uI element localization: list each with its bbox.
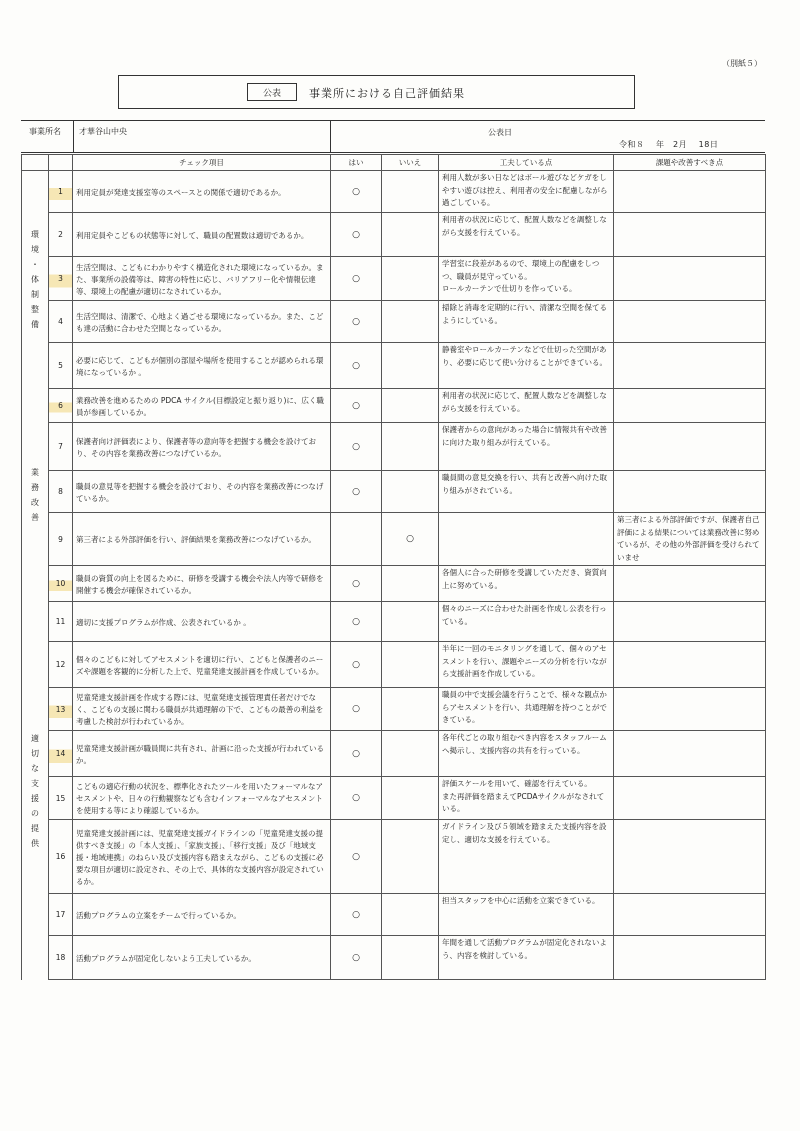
kufu-note: ガイドライン及び５領域を踏まえた支援内容を設定し、適切な支援を行えている。 [439, 820, 614, 894]
kufu-note: 職員間の意見交換を行い、共有と改善へ向けた取り組みがされている。 [439, 471, 614, 513]
kadai-note [614, 936, 766, 980]
no-mark [382, 257, 439, 301]
table-header-row [22, 155, 766, 171]
yes-mark: ○ [331, 936, 382, 980]
item-number: 15 [49, 777, 73, 820]
table-row [22, 301, 766, 343]
table-row [22, 894, 766, 936]
yes-mark: ○ [331, 642, 382, 688]
category-char: 援 [31, 793, 39, 803]
col-kufu: 工夫している点 [439, 155, 614, 171]
kohyo-badge: 公表 [247, 83, 297, 101]
table-row [22, 820, 766, 894]
category-label [22, 389, 49, 602]
kadai-note [614, 257, 766, 301]
table-row [22, 642, 766, 688]
kadai-note [614, 642, 766, 688]
item-number: 10 [49, 566, 73, 602]
facility-name-label: 事業所名 [29, 127, 61, 136]
kufu-note: 掃除と消毒を定期的に行い、清潔な空間を保てるようにしている。 [439, 301, 614, 343]
yes-mark: ○ [331, 343, 382, 389]
check-item: 児童発達支援計画を作成する際には、児童発達支援管理責任者だけでなく、こどもの支援に関わる職員が共通理解の下で、こどもの最善の利益を考慮した検討が行われているか。 [73, 688, 331, 731]
table-row [22, 343, 766, 389]
category-char: の [31, 808, 39, 818]
category-char: な [31, 763, 39, 773]
no-mark [382, 566, 439, 602]
no-mark [382, 731, 439, 777]
category-char: 支 [31, 778, 39, 788]
table-row [22, 213, 766, 257]
item-number: 8 [49, 471, 73, 513]
table-row [22, 566, 766, 602]
kufu-note: 評価スケールを用いて、確認を行えている。 また再評価を踏まえてPCDAサイクルがなされている。 [439, 777, 614, 820]
kadai-note [614, 301, 766, 343]
no-mark [382, 213, 439, 257]
table-row [22, 777, 766, 820]
item-number: 3 [49, 257, 73, 301]
kufu-note: 保護者からの意向があった場合に情報共有や改善に向けた取り組みが行えている。 [439, 423, 614, 471]
no-mark [382, 936, 439, 980]
kadai-note [614, 688, 766, 731]
category-char: 適 [31, 733, 39, 743]
check-item: 適切に支援プログラムが作成、公表されているか 。 [73, 602, 331, 642]
category-char: ・ [31, 260, 39, 270]
table-row [22, 389, 766, 423]
item-number: 17 [49, 894, 73, 936]
check-item: 生活空間は、こどもにわかりやすく構造化された環境になっているか。また、事業所の設備等は、障害の特性に応じ、バリアフリー化や情報伝達等、環境上の配慮が適切になされているか。 [73, 257, 331, 301]
yes-mark: ○ [331, 602, 382, 642]
table-row [22, 602, 766, 642]
check-item: 保護者向け評価表により、保護者等の意向等を把握する機会を設けており、その内容を業務改善につなげているか。 [73, 423, 331, 471]
table-row [22, 936, 766, 980]
check-item: 個々のこどもに対してアセスメントを適切に行い、こどもと保護者のニーズや課題を客観的に分析した上で、児童発達支援計画を作成しているか。 [73, 642, 331, 688]
yes-mark: ○ [331, 213, 382, 257]
page-title: 事業所における自己評価結果 [309, 87, 465, 100]
kufu-note: 各個人に合った研修を受講していただき、資質向上に努めている。 [439, 566, 614, 602]
check-item: 利用定員が発達支援室等のスペースとの関係で適切であるか。 [73, 171, 331, 213]
no-mark [382, 171, 439, 213]
category-char: 善 [31, 513, 39, 522]
check-item: 業務改善を進めるための PDCA サイクル(目標設定と振り返り)に、広く職員が参画しているか。 [73, 389, 331, 423]
yes-mark: ○ [331, 257, 382, 301]
no-mark [382, 389, 439, 423]
kadai-note [614, 566, 766, 602]
table-row [22, 171, 766, 213]
yes-mark [331, 513, 382, 566]
kufu-note: 利用者の状況に応じて、配置人数などを調整しながら支援を行えている。 [439, 389, 614, 423]
yes-mark: ○ [331, 301, 382, 343]
check-item: 活動プログラムが固定化しないよう工夫しているか。 [73, 936, 331, 980]
no-mark [382, 894, 439, 936]
table-row [22, 513, 766, 566]
category-char: 環 [31, 230, 39, 240]
table-row [22, 471, 766, 513]
no-mark [382, 688, 439, 731]
kadai-note [614, 471, 766, 513]
yes-mark: ○ [331, 894, 382, 936]
yes-mark: ○ [331, 171, 382, 213]
check-item: 児童発達支援計画には、児童発達支援ガイドラインの「児童発達支援の提供すべき支援」の「本人支援」、「家族支援」、「移行支援」及び「地域支援・地域連携」のねらい及び支援内容も踏まえながら、こどもの支援に必要な項目が適切に設定され、その上で、具体的な支援内容が設定されているか。 [73, 820, 331, 894]
table-row [22, 688, 766, 731]
category-char: 提 [31, 823, 39, 833]
item-number: 5 [49, 343, 73, 389]
kadai-note [614, 894, 766, 936]
no-mark [382, 471, 439, 513]
kufu-note: 担当スタッフを中心に活動を立案できている。 [439, 894, 614, 936]
item-number: 4 [49, 301, 73, 343]
table-row [22, 423, 766, 471]
yes-mark: ○ [331, 423, 382, 471]
check-item: 必要に応じて、こどもが個別の部屋や場所を使用することが認められる環境になっているか 。 [73, 343, 331, 389]
col-no: いいえ [382, 155, 439, 171]
item-number: 16 [49, 820, 73, 894]
yes-mark: ○ [331, 389, 382, 423]
category-char: 供 [31, 838, 39, 848]
category-char: 体 [31, 275, 39, 285]
item-number: 18 [49, 936, 73, 980]
check-item: 活動プログラムの立案をチームで行っているか。 [73, 894, 331, 936]
category-char: 整 [31, 305, 39, 315]
kadai-note [614, 171, 766, 213]
category-char: 務 [31, 483, 39, 492]
kufu-note: 学習室に段差があるので、環境上の配慮をしつつ、職員が見守っている。 ロールカーテンで仕切りを作っている。 [439, 257, 614, 301]
check-item: 職員の資質の向上を図るために、研修を受講する機会や法人内等で研修を開催する機会が確保されているか。 [73, 566, 331, 602]
col-check: チェック項目 [73, 155, 331, 171]
kufu-note: 各年代ごとの取り組むべき内容をスタッフルームへ掲示し、支援内容の共有を行っている。 [439, 731, 614, 777]
item-number: 12 [49, 642, 73, 688]
item-number: 1 [49, 171, 73, 213]
item-number: 9 [49, 513, 73, 566]
kadai-note [614, 343, 766, 389]
yes-mark: ○ [331, 731, 382, 777]
yes-mark: ○ [331, 820, 382, 894]
category-label [22, 171, 49, 389]
title-box [118, 75, 635, 109]
category-char: 切 [31, 748, 39, 758]
kadai-note [614, 602, 766, 642]
no-mark: ○ [382, 513, 439, 566]
no-mark [382, 602, 439, 642]
kufu-note: 静養室やロールカーテンなどで仕切った空間があり、必要に応じて使い分けることができている。 [439, 343, 614, 389]
kadai-note [614, 820, 766, 894]
publish-date-label: 公表日 [488, 128, 512, 137]
facility-name-value: 才華谷山中央 [79, 127, 127, 136]
item-number: 2 [49, 213, 73, 257]
kufu-note: 年間を通して活動プログラムが固定化されないよう、内容を検討している。 [439, 936, 614, 980]
kufu-note: 職員の中で支援会議を行うことで、様々な観点からアセスメントを行い、共通理解を持つことができている。 [439, 688, 614, 731]
table-row [22, 731, 766, 777]
check-item: 生活空間は、清潔で、心地よく過ごせる環境になっているか。また、こども達の活動に合わせた空間となっているか。 [73, 301, 331, 343]
kufu-note: 個々のニーズに合わせた計画を作成し公表を行っている。 [439, 602, 614, 642]
yes-mark: ○ [331, 688, 382, 731]
col-yes: はい [331, 155, 382, 171]
yes-mark: ○ [331, 566, 382, 602]
category-label [22, 602, 49, 980]
no-mark [382, 777, 439, 820]
kadai-note [614, 213, 766, 257]
category-char: 制 [31, 290, 39, 300]
kadai-note [614, 423, 766, 471]
item-number: 7 [49, 423, 73, 471]
kadai-note: 第三者による外部評価ですが、保護者自己評価による結果については業務改善に努めているが、その他の外部評価を受けられていませ [614, 513, 766, 566]
check-item: 第三者による外部評価を行い、評価結果を業務改善につなげているか。 [73, 513, 331, 566]
category-char: 業 [31, 468, 39, 477]
yes-mark: ○ [331, 777, 382, 820]
evaluation-table [21, 154, 766, 980]
check-item: こどもの適応行動の状況を、標準化されたツールを用いたフォーマルなアセスメントや、日々の行動観察なども含むインフォーマルなアセスメントを使用する等により確認しているか。 [73, 777, 331, 820]
kadai-note [614, 389, 766, 423]
no-mark [382, 343, 439, 389]
yes-mark: ○ [331, 471, 382, 513]
check-item: 利用定員やこどもの状態等に対して、職員の配置数は適切であるか。 [73, 213, 331, 257]
kadai-note [614, 777, 766, 820]
no-mark [382, 642, 439, 688]
item-number: 6 [49, 389, 73, 423]
item-number: 14 [49, 731, 73, 777]
item-number: 13 [49, 688, 73, 731]
no-mark [382, 423, 439, 471]
category-char: 改 [31, 498, 39, 507]
col-kadai: 課題や改善すべき点 [614, 155, 766, 171]
attachment-label: （別紙５） [722, 59, 762, 68]
check-item: 児童発達支援計画が職員間に共有され、計画に沿った支援が行われているか。 [73, 731, 331, 777]
kufu-note: 利用者の状況に応じて、配置人数などを調整しながら支援を行えている。 [439, 213, 614, 257]
kadai-note [614, 731, 766, 777]
item-number: 11 [49, 602, 73, 642]
category-char: 境 [31, 245, 39, 255]
no-mark [382, 301, 439, 343]
table-row [22, 257, 766, 301]
info-block [21, 120, 765, 153]
publish-date-value: 令和８ 年 2月 18日 [619, 140, 719, 149]
kufu-note: 利用人数が多い日などはボール遊びなどケガをしやすい遊びは控え、利用者の安全に配慮しながら過ごしている。 [439, 171, 614, 213]
kufu-note: 半年に一回のモニタリングを通して、個々のアセスメントを行い、課題やニーズの分析を行いながら支援計画を作成している。 [439, 642, 614, 688]
check-item: 職員の意見等を把握する機会を設けており、その内容を業務改善につなげているか。 [73, 471, 331, 513]
category-char: 備 [31, 320, 39, 330]
no-mark [382, 820, 439, 894]
kufu-note [439, 513, 614, 566]
